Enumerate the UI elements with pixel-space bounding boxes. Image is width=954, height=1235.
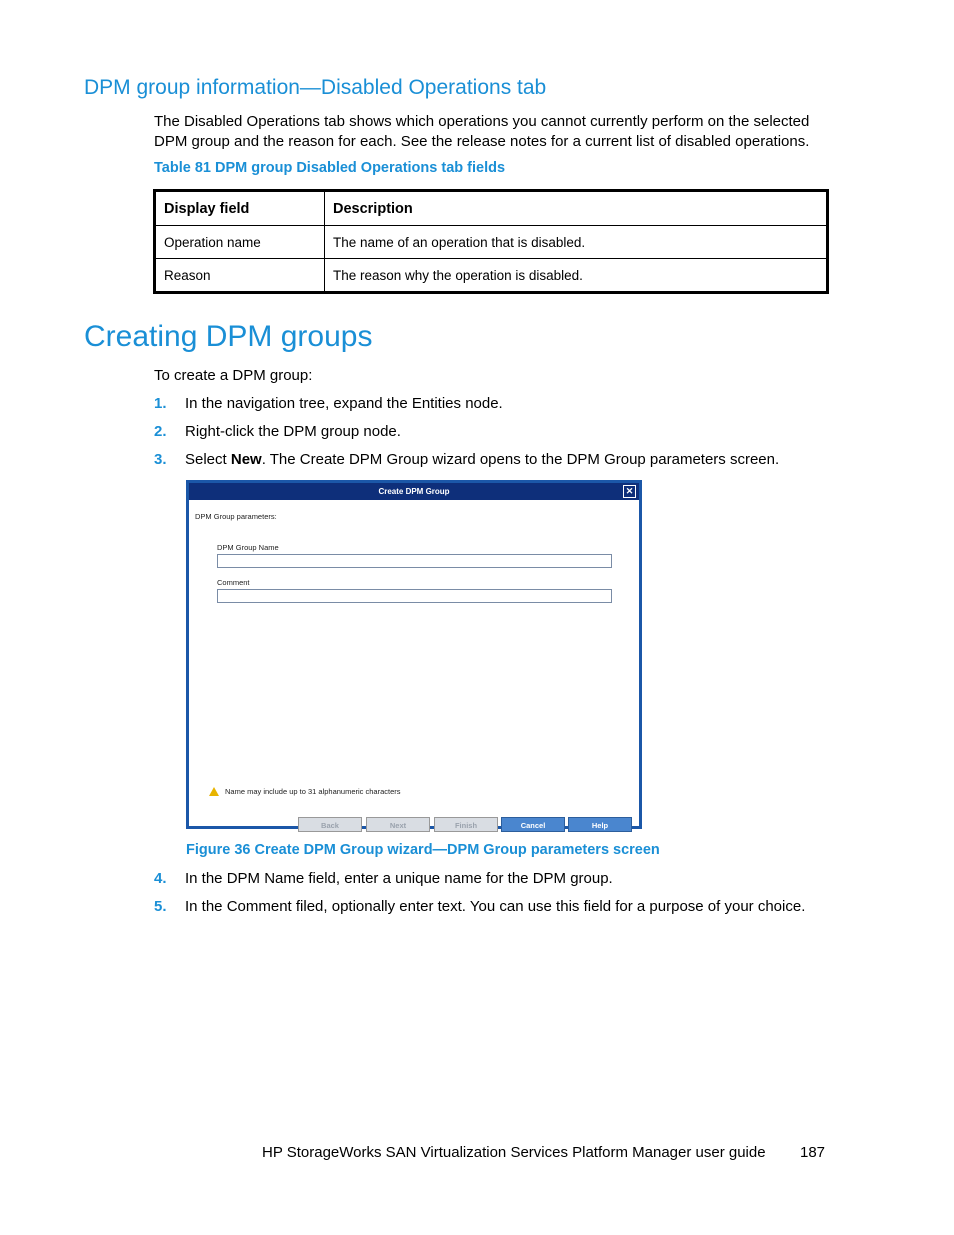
dialog-panel <box>189 500 639 830</box>
step-text-bold: New <box>230 451 262 468</box>
step-number: 5. <box>154 898 167 915</box>
step-number: 3. <box>154 451 167 468</box>
step-text: In the Comment filed, optionally enter text. You can use this field for a purpose of your choice. <box>185 898 806 915</box>
help-button[interactable]: Help <box>568 817 632 832</box>
cancel-button[interactable]: Cancel <box>501 817 565 832</box>
finish-button[interactable]: Finish <box>434 817 498 832</box>
step-text: In the navigation tree, expand the Entities node. <box>185 395 503 412</box>
back-button[interactable]: Back <box>298 817 362 832</box>
table-cell: Operation name <box>155 226 325 259</box>
table-row <box>155 259 828 293</box>
hint-text: Name may include up to 31 alphanumeric characters <box>225 787 401 796</box>
table-header: Display field <box>155 191 325 226</box>
table-caption: Table 81 DPM group Disabled Operations tab fields <box>154 160 506 176</box>
table-row <box>155 226 828 259</box>
step-text: In the DPM Name field, enter a unique name for the DPM group. <box>185 870 613 887</box>
step-text-part: Select <box>185 451 231 468</box>
section-heading: DPM group information—Disabled Operations tab <box>84 76 547 99</box>
dpm-group-name-input[interactable] <box>217 554 612 568</box>
step-text: Right-click the DPM group node. <box>185 423 401 440</box>
warning-icon <box>209 787 219 796</box>
footer-title: HP StorageWorks SAN Virtualization Services Platform Manager user guide <box>262 1144 766 1161</box>
fields-table <box>153 189 829 294</box>
close-icon[interactable]: ✕ <box>623 485 636 498</box>
section-paragraph: The Disabled Operations tab shows which operations you cannot currently perform on the selected DPM group and the reason for each. See the release notes for a current list of disabled operations. <box>154 113 810 150</box>
name-label: DPM Group Name <box>217 543 279 552</box>
figure-caption: Figure 36 Create DPM Group wizard—DPM Group parameters screen <box>186 842 660 858</box>
create-dpm-group-dialog <box>186 480 642 829</box>
page-heading: Creating DPM groups <box>84 320 373 353</box>
table-cell: Reason <box>155 259 325 293</box>
comment-input[interactable] <box>217 589 612 603</box>
step-number: 2. <box>154 423 167 440</box>
table-header-row <box>155 191 828 226</box>
next-button[interactable]: Next <box>366 817 430 832</box>
comment-label: Comment <box>217 578 250 587</box>
table-cell: The name of an operation that is disabled. <box>325 226 828 259</box>
table-header: Description <box>325 191 828 226</box>
dialog-title-bar <box>189 483 639 500</box>
step-text <box>185 451 779 468</box>
section-label: DPM Group parameters: <box>195 512 277 521</box>
page-number: 187 <box>800 1144 826 1161</box>
dialog-title: Create DPM Group <box>378 487 450 496</box>
step-text-part: . The Create DPM Group wizard opens to the DPM Group parameters screen. <box>261 451 780 468</box>
table-cell: The reason why the operation is disabled. <box>325 259 828 293</box>
step-number: 1. <box>154 395 167 412</box>
intro-text: To create a DPM group: <box>154 367 313 384</box>
step-number: 4. <box>154 870 167 887</box>
